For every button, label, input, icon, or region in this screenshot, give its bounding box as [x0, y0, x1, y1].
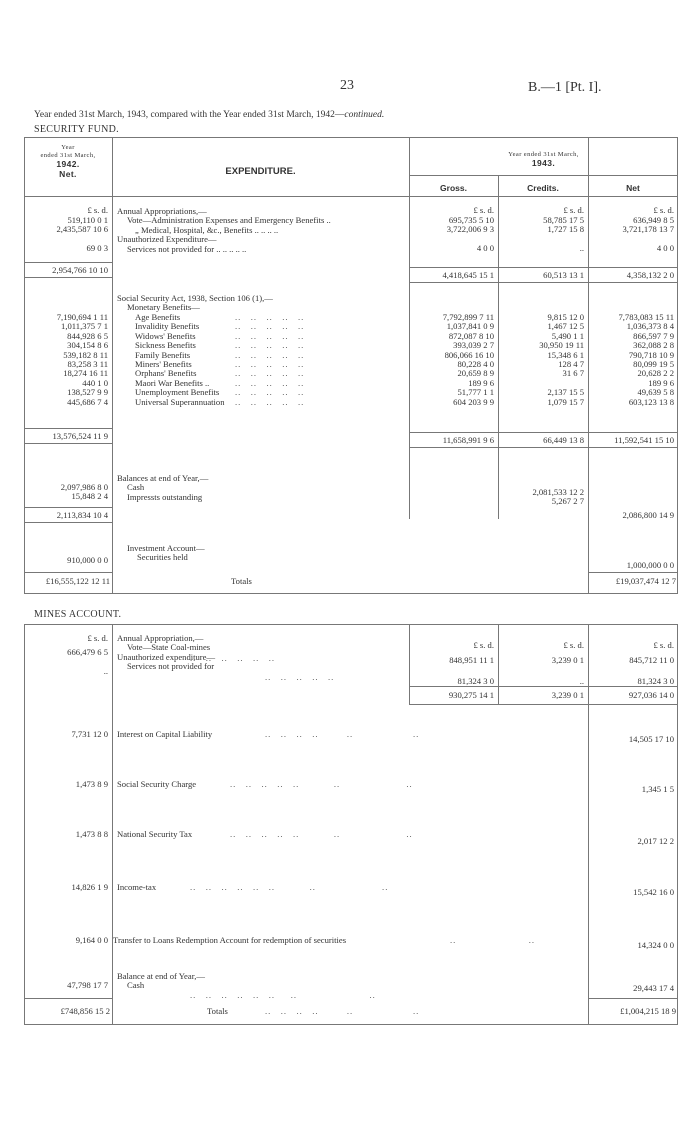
- leader-dots: .. .. .. .. .. .. .. .. .. .. .. .. .. .. .. .. .. .. .. .. .. .. .. .. .. .. .. .. .. .. .. .. .. .. .. .. .. .. .. .. .. .. .. .. .. .. .. .. .. ..: [235, 312, 305, 407]
- investment-labels: Investment Account— Securities held: [127, 543, 205, 563]
- benefits-total-net: 11,592,541 15 10: [614, 435, 674, 445]
- security-fund-total-1942: £16,555,122 12 11: [45, 576, 110, 586]
- list-item: Invalidity Benefits: [135, 321, 200, 332]
- mines-approp-credits: 3,239 0 1 ..: [551, 655, 584, 686]
- appropriations-total-1942: 2,954,766 10 10: [52, 265, 108, 275]
- balances-total-1942: 2,113,834 10 4: [56, 510, 108, 520]
- header-year-1942: Year ended 31st March, 1942. Net.: [40, 144, 96, 179]
- appropriations-labels: Annual Appropriations,— Vote—Administration Expenses and Emergency Benefits .. „ Medical, Hospital, &c., Benefits .. .. .. .. Unauthorized Expenditure— Services not provided for .. .. .. .. ..: [117, 207, 331, 254]
- mines-balance-net: 29,443 17 4: [633, 983, 674, 993]
- security-fund-total-net: £19,037,474 12 7: [615, 576, 676, 586]
- benefits-gross: 7,792,899 7 11 1,037,841 0 9 872,087 8 10 393,039 2 7 806,066 16 10 80,228 4 0 20,659 8 9 189 9 6 51,777 1 1 604 203 9 9: [442, 312, 494, 407]
- appropriations-net: 636,949 8 5 3,721,178 13 7 4 0 0: [622, 215, 674, 254]
- benefits-total-1942: 13,576,524 11 9: [52, 431, 108, 441]
- mines-approp-total-gross: 930,275 14 1: [448, 690, 494, 700]
- mines-total-net: £1,004,215 18 9: [620, 1006, 676, 1016]
- mines-approp-gross: 848,951 11 1 81,324 3 0: [449, 655, 494, 686]
- list-item: Unemployment Benefits: [135, 387, 220, 398]
- balances-total-net: 2,086,800 14 9: [622, 510, 674, 520]
- mines-balance-labels: Balance at end of Year,— Cash: [117, 971, 205, 991]
- document-reference: B.—1 [Pt. I].: [528, 80, 602, 95]
- section-title-security-fund: SECURITY FUND.: [34, 124, 119, 135]
- header-credits: Credits.: [527, 183, 559, 193]
- appropriations-total-credits: 60,513 13 1: [543, 270, 584, 280]
- mines-units-gross: £ s. d.: [473, 640, 494, 650]
- balances-credits: 2,081,533 12 2 5,267 2 7: [532, 487, 584, 507]
- benefits-credits: 9,815 12 0 1,467 12 5 5,490 1 1 30,950 19 11 15,348 6 1 128 4 7 31 6 7 2,137 15 5 1,079 15 7: [539, 312, 584, 407]
- caption-continued: continued.: [344, 110, 385, 120]
- investment-net1942: 910,000 0 0: [67, 555, 108, 565]
- header-gross: Gross.: [440, 183, 467, 193]
- benefits-net: 7,783,083 15 11 1,036,373 8 4 866,597 7 9 362,088 2 8 790,718 10 9 80,099 19 5 20,628 2 2 189 9 6 49,639 5 8 603,123 13 8: [618, 312, 674, 407]
- benefits-total-credits: 66,449 13 8: [543, 435, 584, 445]
- balances-labels: Balances at end of Year,— Cash Impressts outstanding: [117, 473, 209, 502]
- mines-approp-labels: Annual Appropriation,— Vote—State Coal-mines Unauthorized expenditure— Services not provided for: [117, 633, 216, 672]
- mines-units-credits: £ s. d.: [563, 640, 584, 650]
- mines-units-net: £ s. d.: [653, 640, 674, 650]
- list-item: Widows' Benefits: [135, 330, 196, 341]
- list-item: Maori War Benefits ..: [135, 377, 210, 388]
- mines-approp-total-credits: 3,239 0 1: [551, 690, 584, 700]
- list-item: Universal Superannuation: [135, 396, 225, 407]
- social-security-heading: Social Security Act, 1938, Section 106 (1),— Monetary Benefits—: [117, 293, 273, 313]
- mines-balance-net1942: 47,798 17 7: [67, 980, 108, 990]
- header-year-1943: Year ended 31st March, 1943.: [508, 151, 579, 168]
- caption-lead: Year ended 31st March, 1943, compared with the Year ended 31st March, 1942—: [34, 110, 345, 120]
- mines-approp-net: 845,712 11 0 81,324 3 0: [629, 655, 674, 686]
- mines-totals-label: Totals: [207, 1006, 228, 1016]
- header-expenditure: EXPENDITURE.: [225, 166, 296, 177]
- units-net: £ s. d.: [653, 205, 674, 215]
- appropriations-total-net: 4,358,132 2 0: [626, 270, 674, 280]
- table-caption: [34, 110, 384, 120]
- mines-approp-net1942: 666,479 6 5 ..: [67, 647, 108, 676]
- list-item: Miners' Benefits: [135, 359, 192, 370]
- mines-approp-total-net: 927,036 14 0: [628, 690, 674, 700]
- units-credits: £ s. d.: [563, 205, 584, 215]
- appropriations-credits: 58,785 17 5 1,727 15 8 ..: [543, 215, 584, 254]
- list-item: Family Benefits: [135, 349, 191, 360]
- list-item: Age Benefits: [135, 312, 181, 322]
- section-title-mines-account: MINES ACCOUNT.: [34, 609, 122, 620]
- units-gross: £ s. d.: [473, 205, 494, 215]
- appropriations-total-gross: 4,418,645 15 1: [442, 270, 494, 280]
- appropriations-gross: 695,735 5 10 3,722,006 9 3 4 0 0: [446, 215, 494, 254]
- benefits-net1942: 7,190,694 1 11 1,011,375 7 1 844,928 6 5 304,154 8 6 539,182 8 11 83,258 3 11 18,274 16 11 440 1 0 138,527 9 9 445,686 7 4: [56, 312, 108, 407]
- units-1942: £ s. d.: [87, 205, 108, 215]
- mines-total-1942: £748,856 15 2: [60, 1006, 110, 1016]
- header-net: Net: [626, 183, 640, 193]
- balances-net1942: 2,097,986 8 0 15,848 2 4: [60, 482, 108, 502]
- investment-net: 1,000,000 0 0: [626, 560, 674, 570]
- appropriations-net1942: 519,110 0 1 2,435,587 10 6 69 0 3: [56, 215, 108, 254]
- page-number: 23: [340, 78, 354, 93]
- list-item: Sickness Benefits: [135, 340, 196, 351]
- list-item: Orphans' Benefits: [135, 368, 197, 379]
- benefits-total-gross: 11,658,991 9 6: [442, 435, 494, 445]
- security-fund-totals-label: Totals: [231, 576, 252, 586]
- mines-units-1942: £ s. d.: [87, 633, 108, 643]
